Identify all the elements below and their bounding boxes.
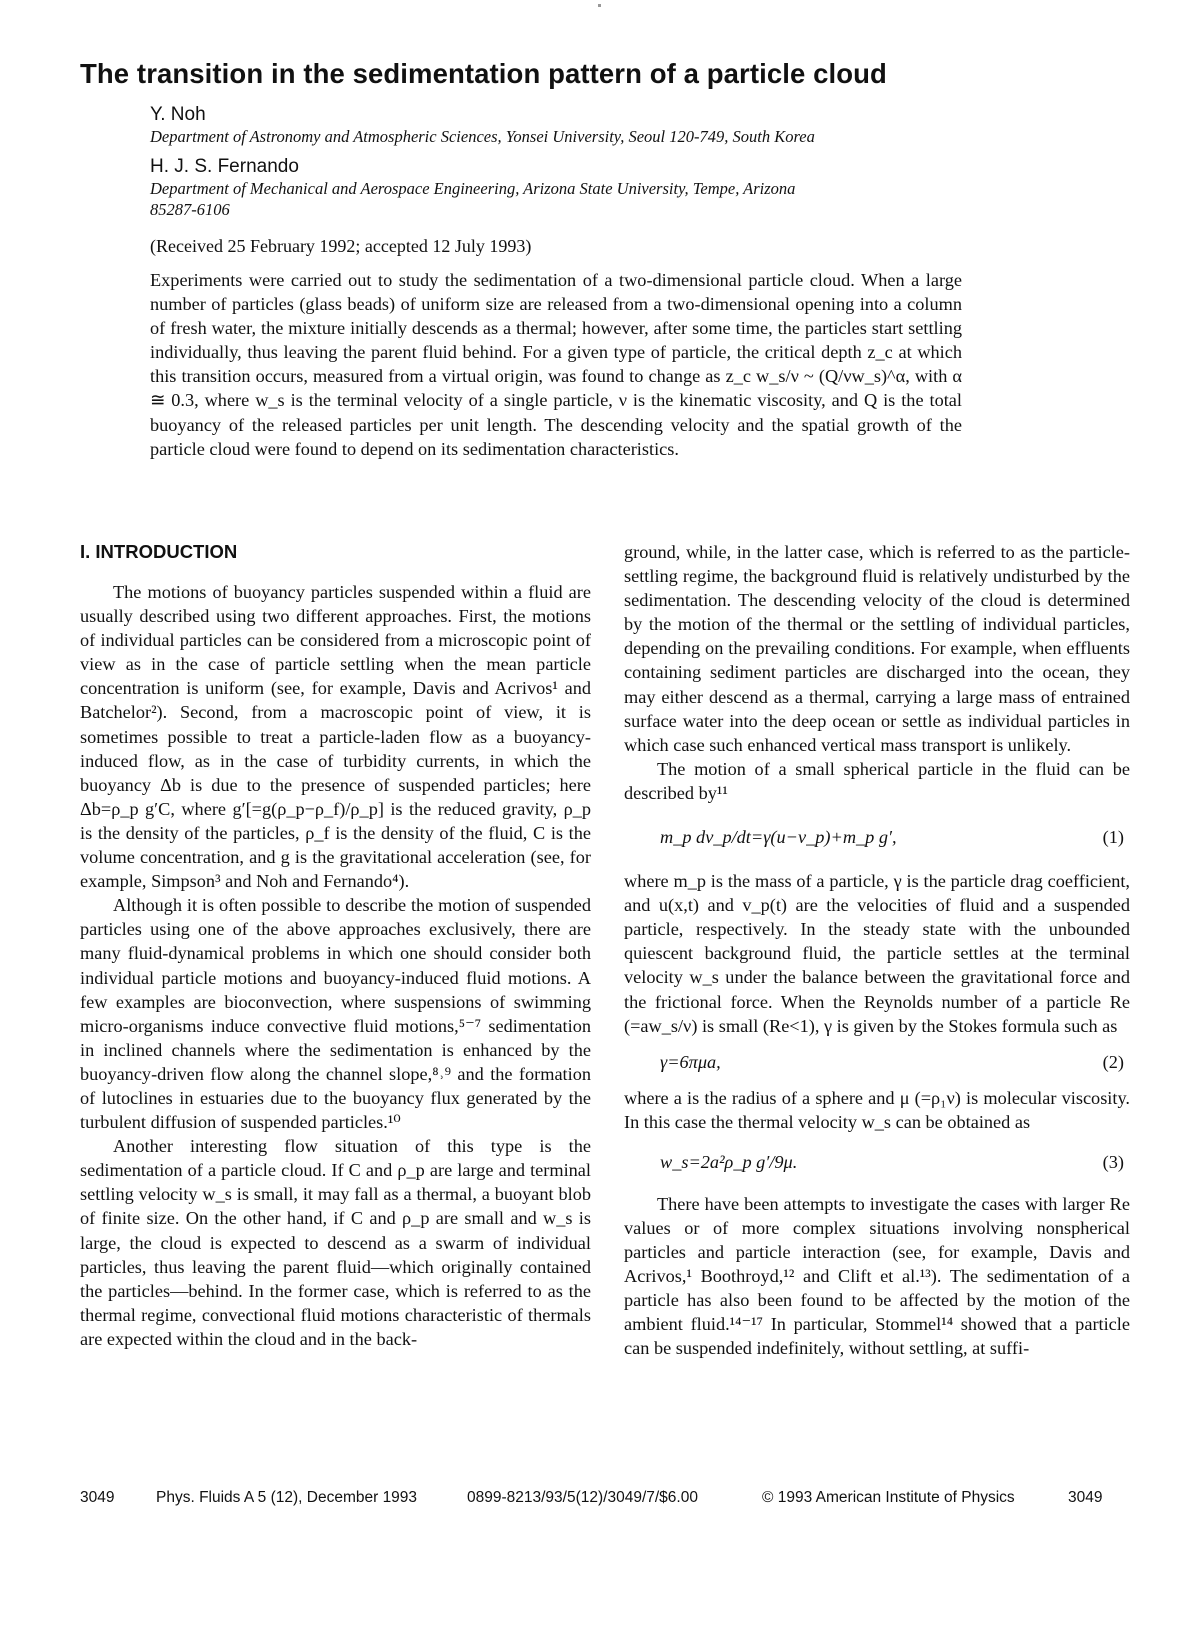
- author-affiliation: Department of Astronomy and Atmospheric Sciences, Yonsei University, Seoul 120-749, South Korea: [150, 127, 815, 146]
- left-column: [80, 540, 591, 1351]
- copyright: © 1993 American Institute of Physics: [762, 1489, 1015, 1506]
- section-heading: I. INTRODUCTION: [80, 541, 238, 562]
- page-number: 3049: [80, 1489, 115, 1506]
- paragraph: Although it is often possible to describe the motion of suspended particles using one of the above approaches exclusively, there are many fluid-dynamical problems in which one should consider both individual particle motions and buoyancy-induced fluid motions. A few examples are bioconvection, where suspensions of swimming micro-organisms induce convective fluid motions,⁵⁻⁷ sedimentation in inclined channels where the sedimentation is enhanced by the buoyancy-driven flow along the channel slope,⁸˒⁹ and the formation of lutoclines in estuaries due to the buoyancy flux generated by the turbulent diffusion of suspended particles.¹⁰: [80, 895, 591, 1133]
- paragraph: where a is the radius of a sphere and μ (=ρ₁ν) is molecular viscosity. In this case the thermal velocity w_s can be obtained as: [624, 1087, 1130, 1132]
- author-name: Y. Noh: [150, 104, 206, 125]
- equation-expression: w_s=2a²ρ_p g′/9μ.: [660, 1151, 798, 1172]
- abstract: Experiments were carried out to study the sedimentation of a two-dimensional particle cloud. When a large number of particles (glass beads) of uniform size are released from a two-dimensional opening into a column of fresh water, the mixture initially descends as a thermal; however, after some time, the particles start settling individually, thus leaving the parent fluid behind. For a given type of particle, the critical depth z_c at which this transition occurs, measured from a virtual origin, was found to change as z_c w_s/ν ~ (Q/νw_s)^α, with α ≅ 0.3, where w_s is the terminal velocity of a single particle, ν is the kinematic viscosity, and Q is the total buoyancy of the released particles per unit length. The descending velocity and the spatial growth of the particle cloud were found to depend on its sedimentation characteristics.: [150, 270, 962, 459]
- equation-3: [624, 1138, 1130, 1186]
- equation-number: (2): [1102, 1051, 1124, 1072]
- paragraph: where m_p is the mass of a particle, γ is the particle drag coefficient, and u(x,t) and v_p(t) are the velocities of fluid and a suspended particle, respectively. In the steady state with the unbounded quiescent background fluid, the particle settles at the terminal velocity w_s under the balance between the gravitational force and the frictional force. When the Reynolds number of a particle Re (=aw_s/ν) is small (Re<1), γ is given by the Stokes formula such as: [624, 871, 1130, 1036]
- equation-expression: γ=6πμa,: [660, 1051, 721, 1072]
- paragraph: Another interesting flow situation of this type is the sedimentation of a particle cloud. If C and ρ_p are large and terminal settling velocity w_s is small, it may fall as a thermal, a buoyant blob of finite size. On the other hand, if C and ρ_p are small and w_s is large, the cloud is expected to descend as a swarm of individual particles, thus leaving the parent fluid—which originally contained the particles—behind. In the former case, which is referred to as the thermal regime, convectional fluid motions characteristic of thermals are expected within the cloud and in the back-: [80, 1136, 591, 1349]
- scan-mark: [598, 4, 601, 7]
- right-column: [624, 540, 1130, 1361]
- journal-citation: Phys. Fluids A 5 (12), December 1993: [156, 1489, 418, 1506]
- author-affiliation: Department of Mechanical and Aerospace Engineering, Arizona State University, Tempe, Arizona 85287-6106: [150, 179, 796, 219]
- page-number: 3049: [1068, 1489, 1103, 1506]
- equation-lhs: m_p dv_p/dt: [660, 826, 751, 847]
- paragraph: The motion of a small spherical particle in the fluid can be described by¹¹: [624, 758, 1130, 803]
- equation-number: (1): [1102, 826, 1124, 847]
- article-code: 0899-8213/93/5(12)/3049/7/$6.00: [467, 1489, 698, 1506]
- author-name: H. J. S. Fernando: [150, 156, 299, 177]
- equation-1: [624, 807, 1130, 867]
- equation-rhs: =γ(u−v_p)+m_p g′,: [750, 826, 897, 847]
- equation-2: [624, 1040, 1130, 1084]
- paper-title: The transition in the sedimentation pattern of a particle cloud: [80, 58, 887, 89]
- paragraph: ground, while, in the latter case, which is referred to as the particle-settling regime, the background fluid is relatively undisturbed by the sedimentation. The descending velocity of the cloud is determined by the motion of the thermal or the settling of individual particles, depending on the prevailing conditions. For example, when effluents containing sediment particles are discharged into the ocean, they may either descend as a thermal, carrying a large mass of entrained surface water into the deep ocean or settle as individual particles in which case such enhanced vertical mass transport is unlikely.: [624, 542, 1130, 755]
- paragraph: There have been attempts to investigate the cases with larger Re values or of more complex situations involving nonspherical particles and particle interaction (see, for example, Davis and Acrivos,¹ Boothroyd,¹² and Clift et al.¹³). The sedimentation of a particle has also been found to be affected by the motion of the ambient fluid.¹⁴⁻¹⁷ In particular, Stommel¹⁴ showed that a particle can be suspended indefinitely, without settling, at suffi-: [624, 1193, 1130, 1359]
- paragraph: The motions of buoyancy particles suspended within a fluid are usually described using two different approaches. First, the motions of individual particles can be considered from a microscopic point of view as in the case of particle settling when the mean particle concentration is uniform (see, for example, Davis and Acrivos¹ and Batchelor²). Second, from a macroscopic point of view, it is sometimes possible to treat a particle-laden flow as a buoyancy-induced flow, as in the case of turbidity currents, in which the buoyancy Δb is due to the presence of suspended particles; here Δb=ρ_p g′C, where g′[=g(ρ_p−ρ_f)/ρ_p] is the reduced gravity, ρ_p is the density of the particles, ρ_f is the density of the fluid, C is the volume concentration, and g is the gravitational acceleration (see, for example, Simpson³ and Noh and Fernando⁴).: [80, 582, 591, 892]
- equation-number: (3): [1102, 1151, 1124, 1172]
- received-dates: (Received 25 February 1992; accepted 12 July 1993): [150, 236, 532, 256]
